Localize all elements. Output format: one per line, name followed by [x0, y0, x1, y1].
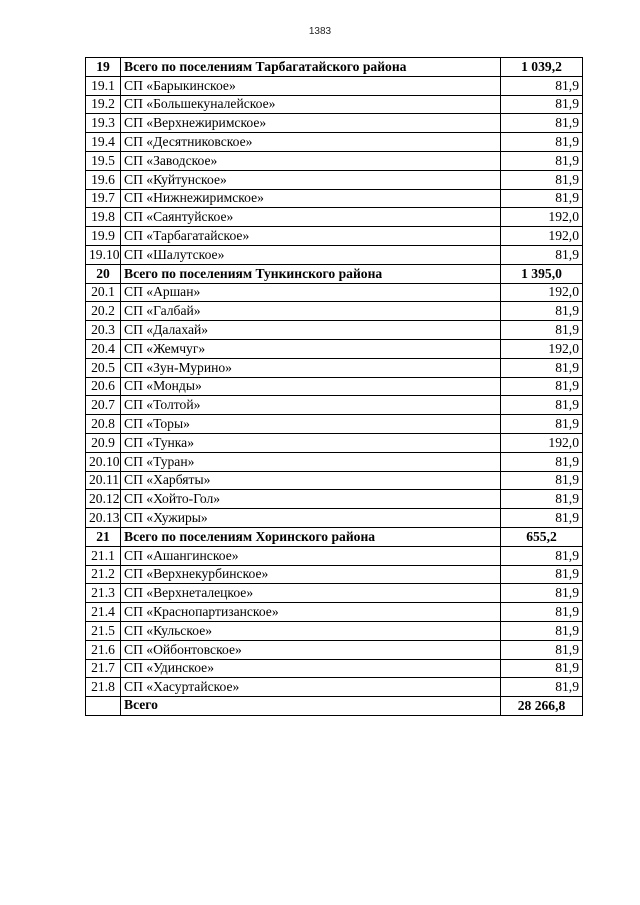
row-name: СП «Верхнекурбинское»	[121, 565, 501, 584]
row-name: СП «Жемчуг»	[121, 339, 501, 358]
row-name: СП «Нижнежиримское»	[121, 189, 501, 208]
row-number: 21.8	[86, 678, 121, 697]
row-name: СП «Десятниковское»	[121, 133, 501, 152]
row-number: 19.4	[86, 133, 121, 152]
row-number: 20.9	[86, 433, 121, 452]
row-number: 20.12	[86, 490, 121, 509]
row-name: СП «Саянтуйское»	[121, 208, 501, 227]
table-row	[86, 509, 583, 528]
row-name: СП «Верхнежиримское»	[121, 114, 501, 133]
table-row	[86, 339, 583, 358]
row-value: 81,9	[501, 584, 583, 603]
row-value: 192,0	[501, 208, 583, 227]
table-row	[86, 603, 583, 622]
row-name: СП «Харбяты»	[121, 471, 501, 490]
row-number: 19.2	[86, 95, 121, 114]
row-name: СП «Далахай»	[121, 321, 501, 340]
row-value: 81,9	[501, 76, 583, 95]
row-number: 21.5	[86, 621, 121, 640]
row-name: СП «Удинское»	[121, 659, 501, 678]
row-number: 21.2	[86, 565, 121, 584]
row-number: 21.6	[86, 640, 121, 659]
row-value: 81,9	[501, 603, 583, 622]
row-name: СП «Толтой»	[121, 396, 501, 415]
table-row	[86, 471, 583, 490]
table-body	[86, 58, 583, 716]
row-number: 19.5	[86, 151, 121, 170]
row-number: 20.11	[86, 471, 121, 490]
row-name: СП «Монды»	[121, 377, 501, 396]
row-number: 19.6	[86, 170, 121, 189]
row-value: 81,9	[501, 358, 583, 377]
row-number: 20.1	[86, 283, 121, 302]
row-value: 192,0	[501, 339, 583, 358]
table-section-row	[86, 527, 583, 546]
table-row	[86, 302, 583, 321]
row-number: 20.6	[86, 377, 121, 396]
row-value: 81,9	[501, 640, 583, 659]
row-value: 81,9	[501, 621, 583, 640]
row-value: 81,9	[501, 659, 583, 678]
total-value: 28 266,8	[501, 697, 583, 716]
table-row	[86, 415, 583, 434]
row-name: СП «Куйтунское»	[121, 170, 501, 189]
row-value: 81,9	[501, 678, 583, 697]
row-value: 192,0	[501, 433, 583, 452]
table-row	[86, 621, 583, 640]
row-name: СП «Туран»	[121, 452, 501, 471]
table-row	[86, 565, 583, 584]
row-value: 81,9	[501, 565, 583, 584]
row-number: 19.8	[86, 208, 121, 227]
row-value: 81,9	[501, 321, 583, 340]
row-number: 20.8	[86, 415, 121, 434]
row-number: 20	[86, 264, 121, 283]
row-number: 19.1	[86, 76, 121, 95]
row-name: СП «Шалутское»	[121, 245, 501, 264]
row-value: 81,9	[501, 415, 583, 434]
table-row	[86, 245, 583, 264]
row-name: СП «Хасуртайское»	[121, 678, 501, 697]
table-row	[86, 114, 583, 133]
table-row	[86, 546, 583, 565]
row-number: 21	[86, 527, 121, 546]
row-value: 81,9	[501, 95, 583, 114]
table-row	[86, 95, 583, 114]
total-label: Всего	[121, 697, 501, 716]
row-number: 20.13	[86, 509, 121, 528]
row-name: Всего по поселениям Тарбагатайского района	[121, 58, 501, 77]
row-name: СП «Торы»	[121, 415, 501, 434]
row-number: 20.7	[86, 396, 121, 415]
table-row	[86, 659, 583, 678]
row-value: 655,2	[501, 527, 583, 546]
row-value: 81,9	[501, 189, 583, 208]
row-value: 81,9	[501, 245, 583, 264]
row-name: СП «Ашангинское»	[121, 546, 501, 565]
table-row	[86, 452, 583, 471]
row-name: СП «Хужиры»	[121, 509, 501, 528]
row-number: 19	[86, 58, 121, 77]
table-row	[86, 133, 583, 152]
table-row	[86, 678, 583, 697]
settlements-table	[85, 57, 583, 716]
table-row	[86, 358, 583, 377]
table-row	[86, 490, 583, 509]
row-value: 81,9	[501, 509, 583, 528]
row-value: 81,9	[501, 377, 583, 396]
row-name: СП «Кульское»	[121, 621, 501, 640]
table-row	[86, 151, 583, 170]
row-value: 192,0	[501, 283, 583, 302]
row-name: СП «Зун-Мурино»	[121, 358, 501, 377]
page-number: 1383	[308, 26, 332, 37]
row-value: 1 039,2	[501, 58, 583, 77]
row-value: 81,9	[501, 170, 583, 189]
table-row	[86, 377, 583, 396]
row-name: СП «Заводское»	[121, 151, 501, 170]
table-total-row	[86, 697, 583, 716]
row-value: 1 395,0	[501, 264, 583, 283]
row-number: 19.7	[86, 189, 121, 208]
table-row	[86, 170, 583, 189]
row-name: СП «Ойбонтовское»	[121, 640, 501, 659]
table-row	[86, 227, 583, 246]
row-name: СП «Хойто-Гол»	[121, 490, 501, 509]
row-number: 20.10	[86, 452, 121, 471]
row-number: 19.9	[86, 227, 121, 246]
table-row	[86, 76, 583, 95]
row-number: 20.3	[86, 321, 121, 340]
row-value: 81,9	[501, 546, 583, 565]
row-name: СП «Тунка»	[121, 433, 501, 452]
row-number: 20.4	[86, 339, 121, 358]
row-number: 21.3	[86, 584, 121, 603]
table-row	[86, 189, 583, 208]
row-number: 21.4	[86, 603, 121, 622]
row-name: СП «Тарбагатайское»	[121, 227, 501, 246]
table-row	[86, 283, 583, 302]
row-number: 20.5	[86, 358, 121, 377]
row-value: 81,9	[501, 396, 583, 415]
row-number: 21.7	[86, 659, 121, 678]
row-name: СП «Барыкинское»	[121, 76, 501, 95]
row-number: 20.2	[86, 302, 121, 321]
total-number	[86, 697, 121, 716]
table-row	[86, 640, 583, 659]
row-number: 19.10	[86, 245, 121, 264]
table-row	[86, 433, 583, 452]
row-name: Всего по поселениям Хоринского района	[121, 527, 501, 546]
row-value: 81,9	[501, 302, 583, 321]
row-value: 81,9	[501, 133, 583, 152]
row-value: 192,0	[501, 227, 583, 246]
row-name: СП «Большекуналейское»	[121, 95, 501, 114]
row-value: 81,9	[501, 452, 583, 471]
row-value: 81,9	[501, 490, 583, 509]
row-number: 19.3	[86, 114, 121, 133]
row-value: 81,9	[501, 471, 583, 490]
row-value: 81,9	[501, 114, 583, 133]
table-row	[86, 321, 583, 340]
row-name: СП «Галбай»	[121, 302, 501, 321]
row-name: Всего по поселениям Тункинского района	[121, 264, 501, 283]
row-number: 21.1	[86, 546, 121, 565]
row-name: СП «Краснопартизанское»	[121, 603, 501, 622]
row-name: СП «Аршан»	[121, 283, 501, 302]
row-name: СП «Верхнеталецкое»	[121, 584, 501, 603]
table-row	[86, 584, 583, 603]
table-section-row	[86, 264, 583, 283]
row-value: 81,9	[501, 151, 583, 170]
table-row	[86, 208, 583, 227]
table-row	[86, 396, 583, 415]
table-section-row	[86, 58, 583, 77]
